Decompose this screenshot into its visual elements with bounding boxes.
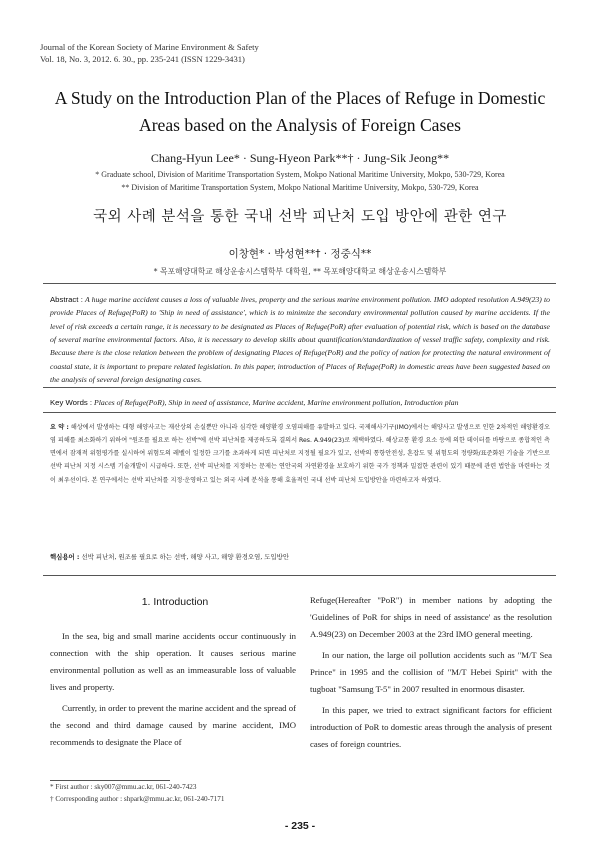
body-column-left: [50, 628, 296, 755]
journal-name: Journal of the Korean Society of Marine Environment & Safety: [40, 42, 259, 52]
abstract-ko-text: 해상에서 발생하는 대형 해양사고는 재산상의 손실뿐만 아니라 심각한 해양환경 오염피해를 유발하고 있다. 국제해사기구(IMO)에서는 해양사고 발생으로 인한 2차적인 해양환경오염 피해를 최소화하기 위하여 "원조를 필요로 하는 선박"에 선박 피난처를 제공하도록 결의서 Res. A.949(23)로 채택하였다. 해상교통 환경 요소 등에 의한 데이터를 바탕으로 종합적인 측면에서 잠재적 위험평가를 실시하여 위험도의 레벨이 일정한 크기를 초과하게 되면 피난처로 지정될 필요가 있고, 선박의 통항안전성, 혼잡도 및 위험도의 정량화/표준화된 기술을 기반으로 선박 피난처 지정 시스템 기술개발이 시급하다. 또한, 선박 피난처를 지정하는 문제는 연안국의 자연환경을 보호하기 위한 국가 정책과 밀접한 관련이 있기 때문에 관련 법안을 마련하는 것이 최우선이다. 본 연구에서는 선박 피난처를 지정·운영하고 있는 외국 사례 분석을 통해 효율적인 국내 선박 피난처 도입방안을 마련하고자 하였다.: [50, 424, 550, 484]
keywords-text: Places of Refuge(PoR), Ship in need of assistance, Marine accident, Marine environment pollution, Introduction plan: [94, 398, 459, 407]
keywords-label: Key Words :: [50, 398, 93, 407]
divider-abstract: [43, 387, 556, 388]
authors-en: Chang-Hyun Lee* · Sung-Hyeon Park**† · Jung-Sik Jeong**: [150, 151, 450, 165]
paragraph: In this paper, we tried to extract significant factors for efficient introduction of PoR to domestic areas through the analysis of present cases of foreign countries.: [310, 705, 552, 749]
divider-top: [43, 283, 556, 284]
section-heading: 1. Introduction: [141, 596, 209, 608]
paragraph: In our nation, the large oil pollution accidents such as "M/T Sea Prince" in 1995 and the collision of "M/T Hebei Spirit" with the tugboat "Samsung T-5" in 2007 resulted in enormous disaster.: [310, 650, 552, 694]
paragraph: Currently, in order to prevent the marine accident and the spread of the second and third damage caused by marine accident, IMO recommends to designate the Place of: [50, 703, 296, 747]
authors-ko: 이창현* · 박성현**† · 정중식**: [228, 248, 372, 260]
keywords-en: [50, 398, 550, 407]
page-number: - 235 -: [284, 820, 316, 832]
footnote-corresponding-author: † Corresponding author : shpark@mmu.ac.kr, 061-240-7171: [50, 795, 225, 803]
abstract-ko-label: 요 약 :: [50, 424, 69, 431]
paragraph: In the sea, big and small marine accidents occur continuously in connection with the ship operation. It causes serious marine environmental pollution as well as an immeasurable loss of valuable lives and property.: [50, 631, 296, 692]
keywords-ko-text: 선박 피난처, 원조를 필요로 하는 선박, 해양 사고, 해양 환경오염, 도입방안: [81, 553, 289, 561]
divider-keywords: [43, 412, 556, 413]
paper-title-ko: 국외 사례 분석을 통한 국내 선박 피난처 도입 방안에 관한 연구: [93, 209, 507, 225]
abstract-en: [50, 293, 550, 386]
paragraph: Refuge(Hereafter "PoR") in member nations by adopting the 'Guidelines of PoR for ships in need of assistance' as the resolution A.949(23) on December 2003 at the 23rd IMO general meeting.: [310, 595, 552, 639]
journal-volume: Vol. 18, No. 3, 2012. 6. 30., pp. 235-241 (ISSN 1229-3431): [40, 54, 245, 64]
divider-body: [43, 575, 556, 576]
abstract-ko: [50, 421, 550, 487]
abstract-label: Abstract :: [50, 295, 83, 304]
affiliation-en-2: ** Division of Maritime Transportation System, Mokpo National Maritime University, Mokpo, 530-729, Korea: [121, 183, 479, 192]
body-column-right: [310, 592, 552, 757]
paper-title-en: [30, 85, 570, 139]
title-line-2: Areas based on the Analysis of Foreign Cases: [138, 115, 461, 135]
keywords-ko-label: 핵심용어 :: [50, 553, 80, 561]
title-line-1: A Study on the Introduction Plan of the Places of Refuge in Domestic: [54, 88, 546, 108]
journal-header: [40, 41, 259, 65]
footnote-first-author: * First author : sky007@mmu.ac.kr, 061-240-7423: [50, 783, 197, 791]
affiliation-ko: * 목포해양대학교 해상운송시스템학부 대학원, ** 목포해양대학교 해상운송시스템학부: [153, 267, 447, 276]
affiliation-en-1: * Graduate school, Division of Maritime Transportation System, Mokpo National Maritime University, Mokpo, 530-729, Korea: [95, 170, 505, 179]
keywords-ko: [50, 552, 550, 561]
footnote-rule: [50, 780, 170, 781]
abstract-text: A huge marine accident causes a loss of valuable lives, property and the serious marine environment pollution. IMO adopted resolution A.949(23) to provide Places of Refuge(PoR) to 'Ship in need of assistance', which is to minimize the secondary environmental pollution caused by marine accidents. If the level of risk exceeds a certain range, it is necessary to be designated as Places of Refuge(PoR) after evaluation of potential risk, which is based on the database of several marine environmental factors. Also, it is necessary to develop skills about quantification/standardization of vessel traffic safety, complexity and risk. Because there is the close relation between the problem of designating Places of Refuge(PoR) and the policy of nation for protecting the natural environment of coastal state, it is important to prepare related legislation. In this paper, introduction of Places of Refuge(PoR) in domestic areas have been suggested based on the analysis of several foreign designating cases.: [50, 295, 550, 385]
